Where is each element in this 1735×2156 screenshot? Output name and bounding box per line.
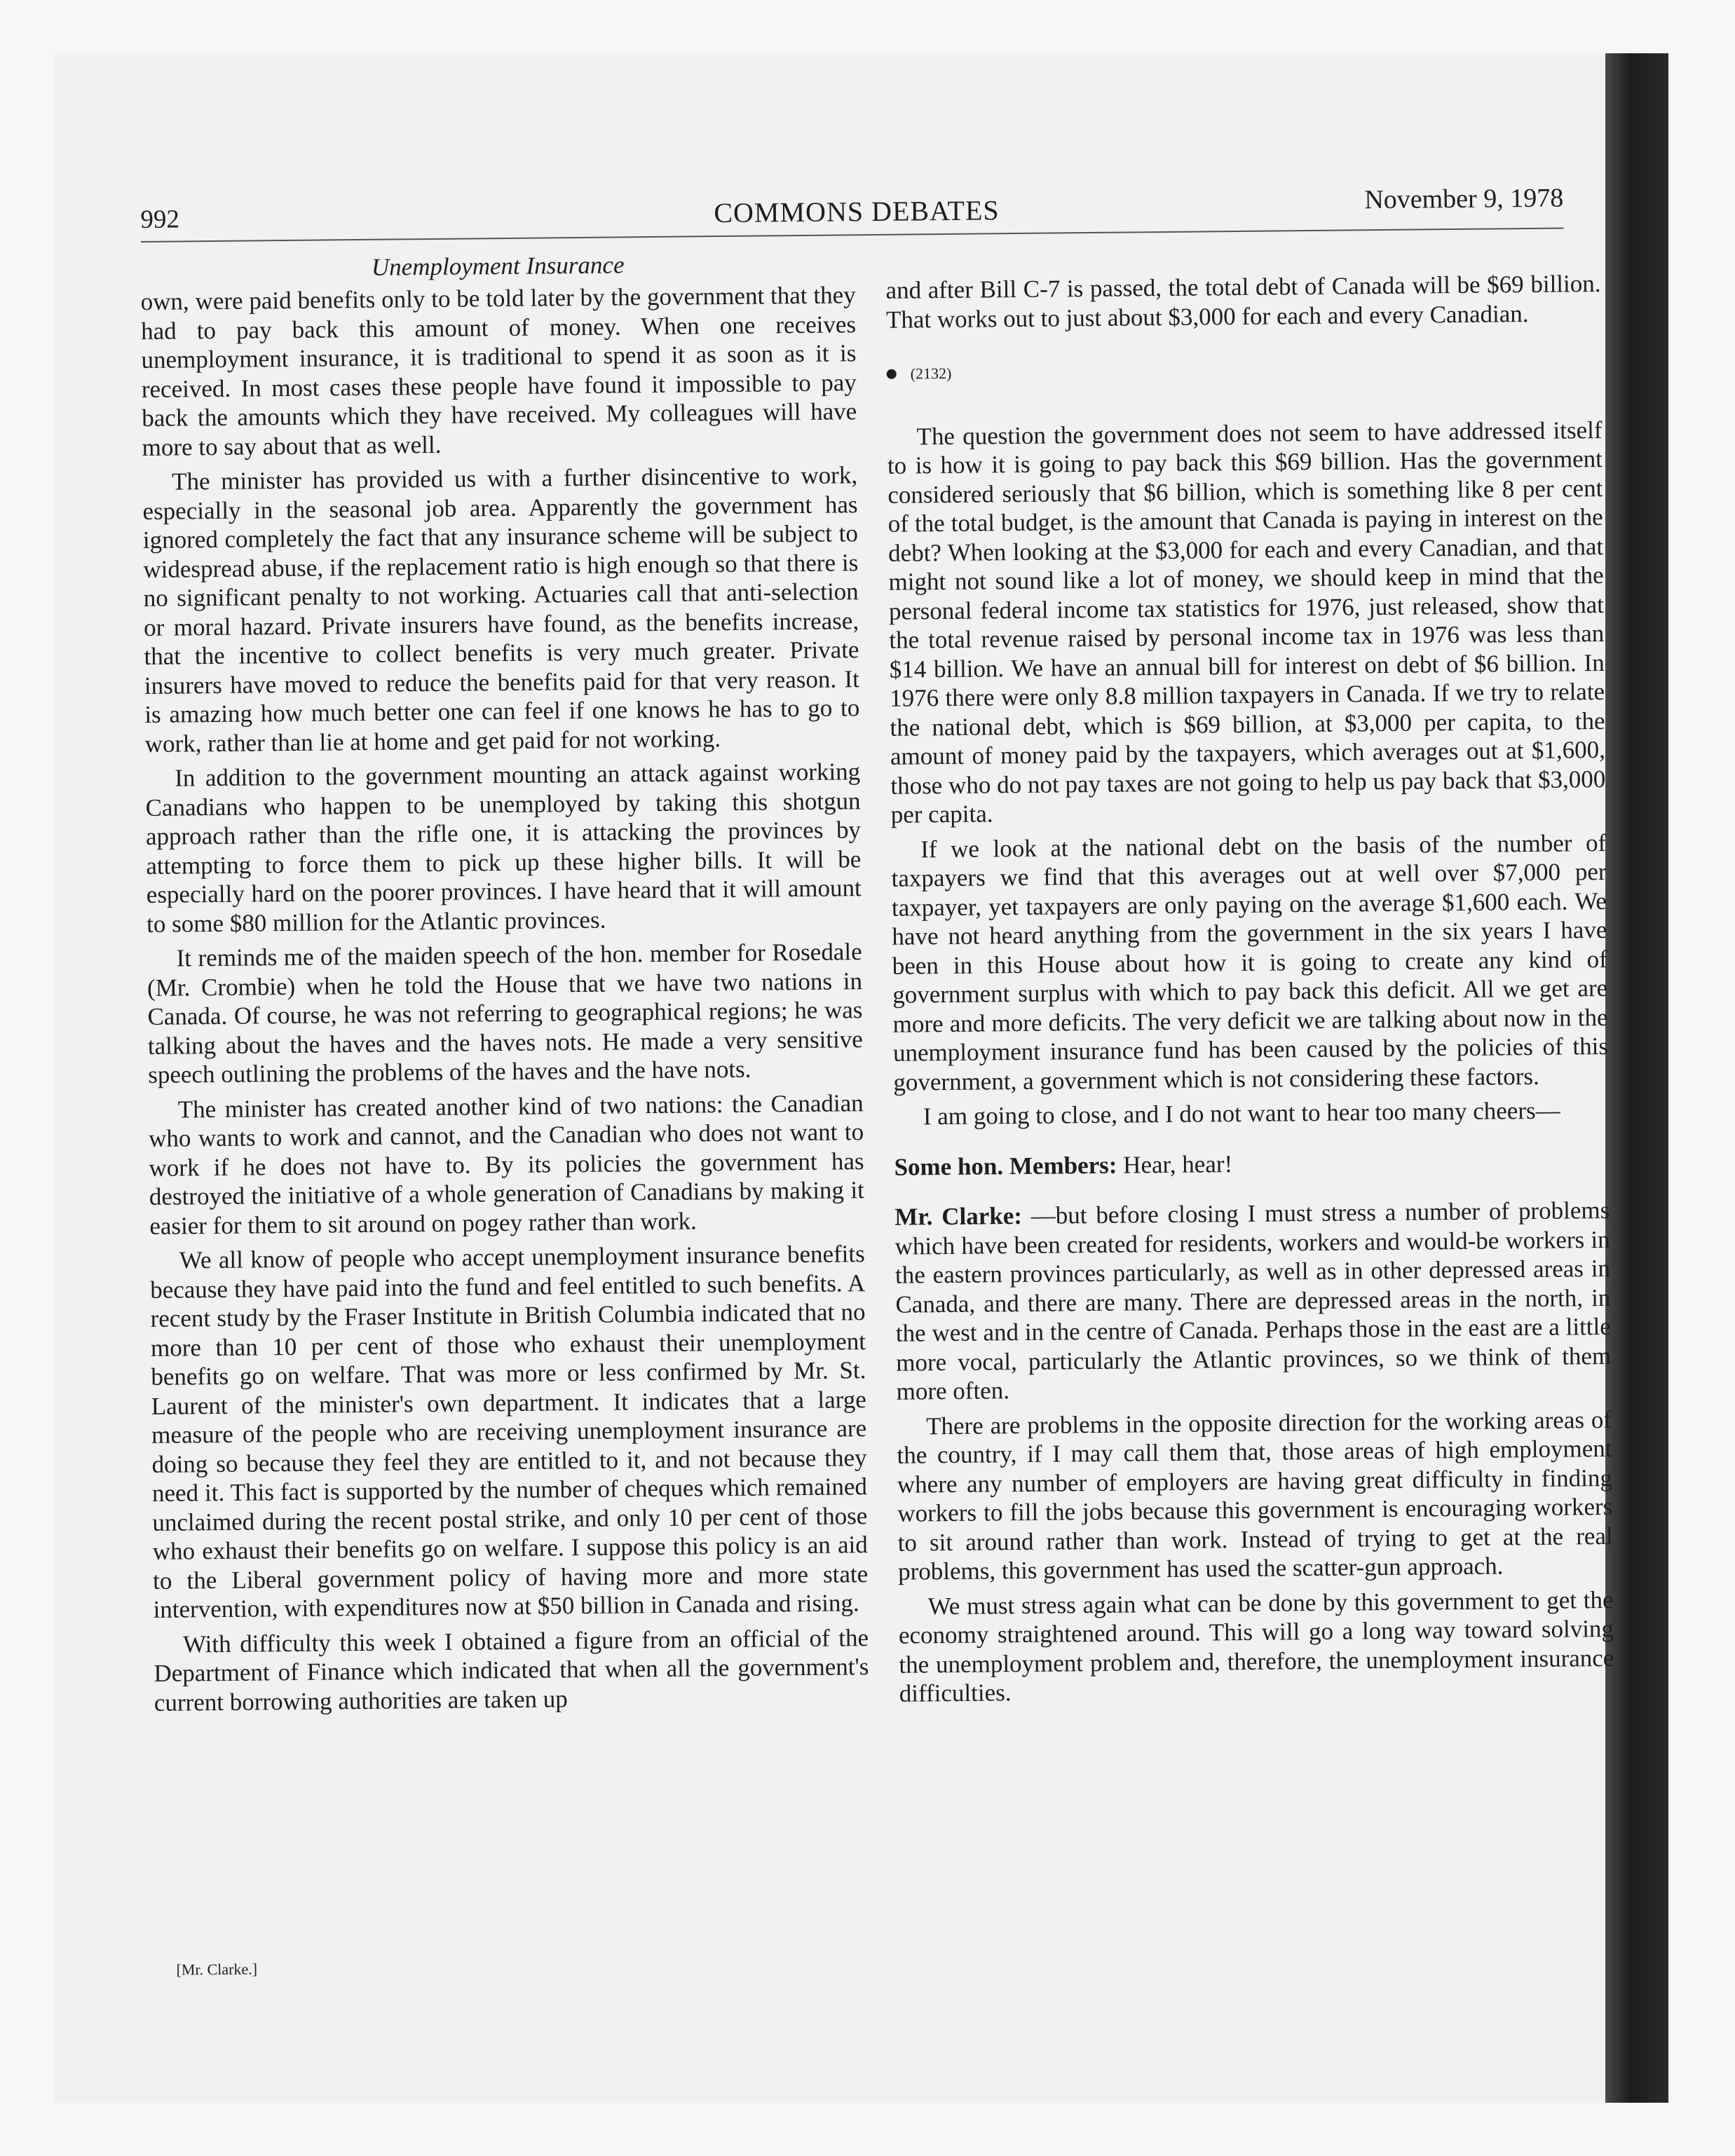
issue-date: November 9, 1978 [1364,183,1564,215]
paragraph: I am going to close, and I do not want to hear too many cheers— [923,1096,1560,1131]
speech [894,1196,1612,1406]
speech-text: —but before closing I must stress a number of problems which have been created for residents, workers and would-be workers in the eastern provinces particularly, as well as in other depressed areas in Canada, and there are many. There are depressed areas in the north, in the west and in the centre of Canada. Perhaps those in the east are a little more vocal, particularly the Atlantic provinces, so we think of them more often. [894,1196,1612,1405]
paragraph: With difficulty this week I obtained a figure from an official of the Department of Finance which indicated that when all the government's current borrowing authorities are taken up [154,1623,869,1717]
interjection [894,1145,1609,1181]
paragraph: There are problems in the opposite direction for the working areas of the country, if I may call them that, those areas of high employment where any number of employers are having great difficulty in finding workers to fill the jobs because this government is encouraging workers to sit around rather than work. Instead of trying to get at the real problems, this government has used the scatter-gun approach. [897,1405,1613,1585]
speech-text: Hear, hear! [1122,1149,1233,1179]
right-column [885,269,1614,1714]
speaker-name: Some hon. Members: [894,1151,1117,1181]
paragraph: The question the government does not seem to have addressed itself to is how it is going to pay back this $69 billion. Has the government considered seriously that $6 billion, which is something like 8 per cent of the total budget, is the amount that Canada is paying in interest on the debt? When looking at the $3,000 for each and every Canadian, and that might not sound like a lot of money, we should keep in mind that the personal federal income tax statistics for 1976, just released, show that the total revenue raised by personal income tax in 1976 was less than $14 billion. We have an annual bill for interest on debt of $6 billion. In 1976 there were only 8.8 million taxpayers in Canada. If we try to relate the national debt, which is $69 billion, at $3,000 per capita, to the amount of money paid by the taxpayers, which averages out at $1,600, those who do not pay taxes are not going to help us pay back that $3,000 per capita. [887,416,1606,828]
speaker-credit: [Mr. Clarke.] [176,1960,258,1979]
bullet-icon [887,369,897,378]
publication-title: COMMONS DEBATES [714,194,1000,229]
page-body [140,238,1614,2061]
paragraph: The minister has provided us with a further disincentive to work, especially in the seasonal job area. Apparently the government has ignored completely the fact that any insurance scheme will be subject to widespread abuse, if the replacement ratio is high enough so that there is no significant penalty to not working. Actuaries call that anti-selection or moral hazard. Private insurers have found, as the benefits increase, that the incentive to collect benefits is very much greater. Private insurers have moved to reduce the benefits paid for that very reason. It is amazing how much better one can feel if one knows he has to go to work, rather than lie at home and get paid for not working. [142,461,860,758]
paragraph: The minister has created another kind of two nations: the Canadian who wants to work and cannot, and the Canadian who does not want to work if he does not have to. By its policies the government has destroyed the initiative of a whole generation of Canadians by making it easier for them to sit around on pogey rather than work. [148,1089,865,1240]
page-number: 992 [140,205,180,234]
time-marker [887,353,1602,388]
paragraph: In addition to the government mounting an attack against working Canadians who happen to be unemployed by taking this shotgun approach rather than the rifle one, it is attacking the provinces by attempting to force them to pick up these higher bills. It will be especially hard on the poorer provinces. I have heard that it will amount to some $80 million for the Atlantic provinces. [145,758,862,938]
section-heading: Unemployment Insurance [371,251,625,281]
time-marker-label: (2132) [910,364,952,383]
speaker-name: Mr. Clarke: [894,1201,1023,1231]
paragraph: If we look at the national debt on the basis of the number of taxpayers we find that this averages out at well over $7,000 per taxpayer, yet taxpayers are only paying on the average $1,600 each. We have not heard anything from the government in the six years I have been in this House about how it is going to create any kind of government surplus with which to pay back this deficit. All we get are more and more deficits. The very deficit we are talking about now in the unemployment insurance fund has been caused by the policies of this government, a government which is not considering these factors. [891,828,1609,1096]
left-column [140,280,869,1723]
paragraph: and after Bill C-7 is passed, the total debt of Canada will be $69 billion. That works out to just about $3,000 for each and every Canadian. [885,270,1601,334]
paragraph: We must stress again what can be done by this government to get the economy straightened around. This will go a long way toward solving the unemployment problem and, therefore, the unemployment insurance difficulties. [898,1585,1614,1707]
paragraph: own, were paid benefits only to be told later by the government that they had to pay back this amount of money. When one receives unemployment insurance, it is traditional to spend it as soon as it is received. In most cases these people have found it impossible to pay back the amounts which they have received. My colleagues will have more to say about that as well. [140,281,857,461]
paragraph: We all know of people who accept unemployment insurance benefits because they have paid into the fund and feel entitled to such benefits. A recent study by the Fraser Institute in British Columbia indicated that no more than 10 per cent of those who exhaust their unemployment benefits go on welfare. That was more or less confirmed by Mr. St. Laurent of the minister's own department. It indicates that a large measure of the people who are receiving unemployment insurance are doing so because they feel they are entitled to it, and not because they need it. This fact is supported by the number of cheques which remained unclaimed during the recent postal strike, and only 10 per cent of those who exhaust their benefits go on welfare. I suppose this policy is an aid to the Liberal government policy of having more and more state intervention, with expenditures now at $50 billion in Canada and rising. [150,1240,869,1623]
scan-edge-shadow [1605,53,1668,2103]
paragraph: It reminds me of the maiden speech of the hon. member for Rosedale (Mr. Crombie) when he told the House that we have two nations in Canada. Of course, he was not referring to geographical regions; he was talking about the haves and the haves nots. He made a very sensitive speech outlining the problems of the haves and the have nots. [147,938,864,1089]
